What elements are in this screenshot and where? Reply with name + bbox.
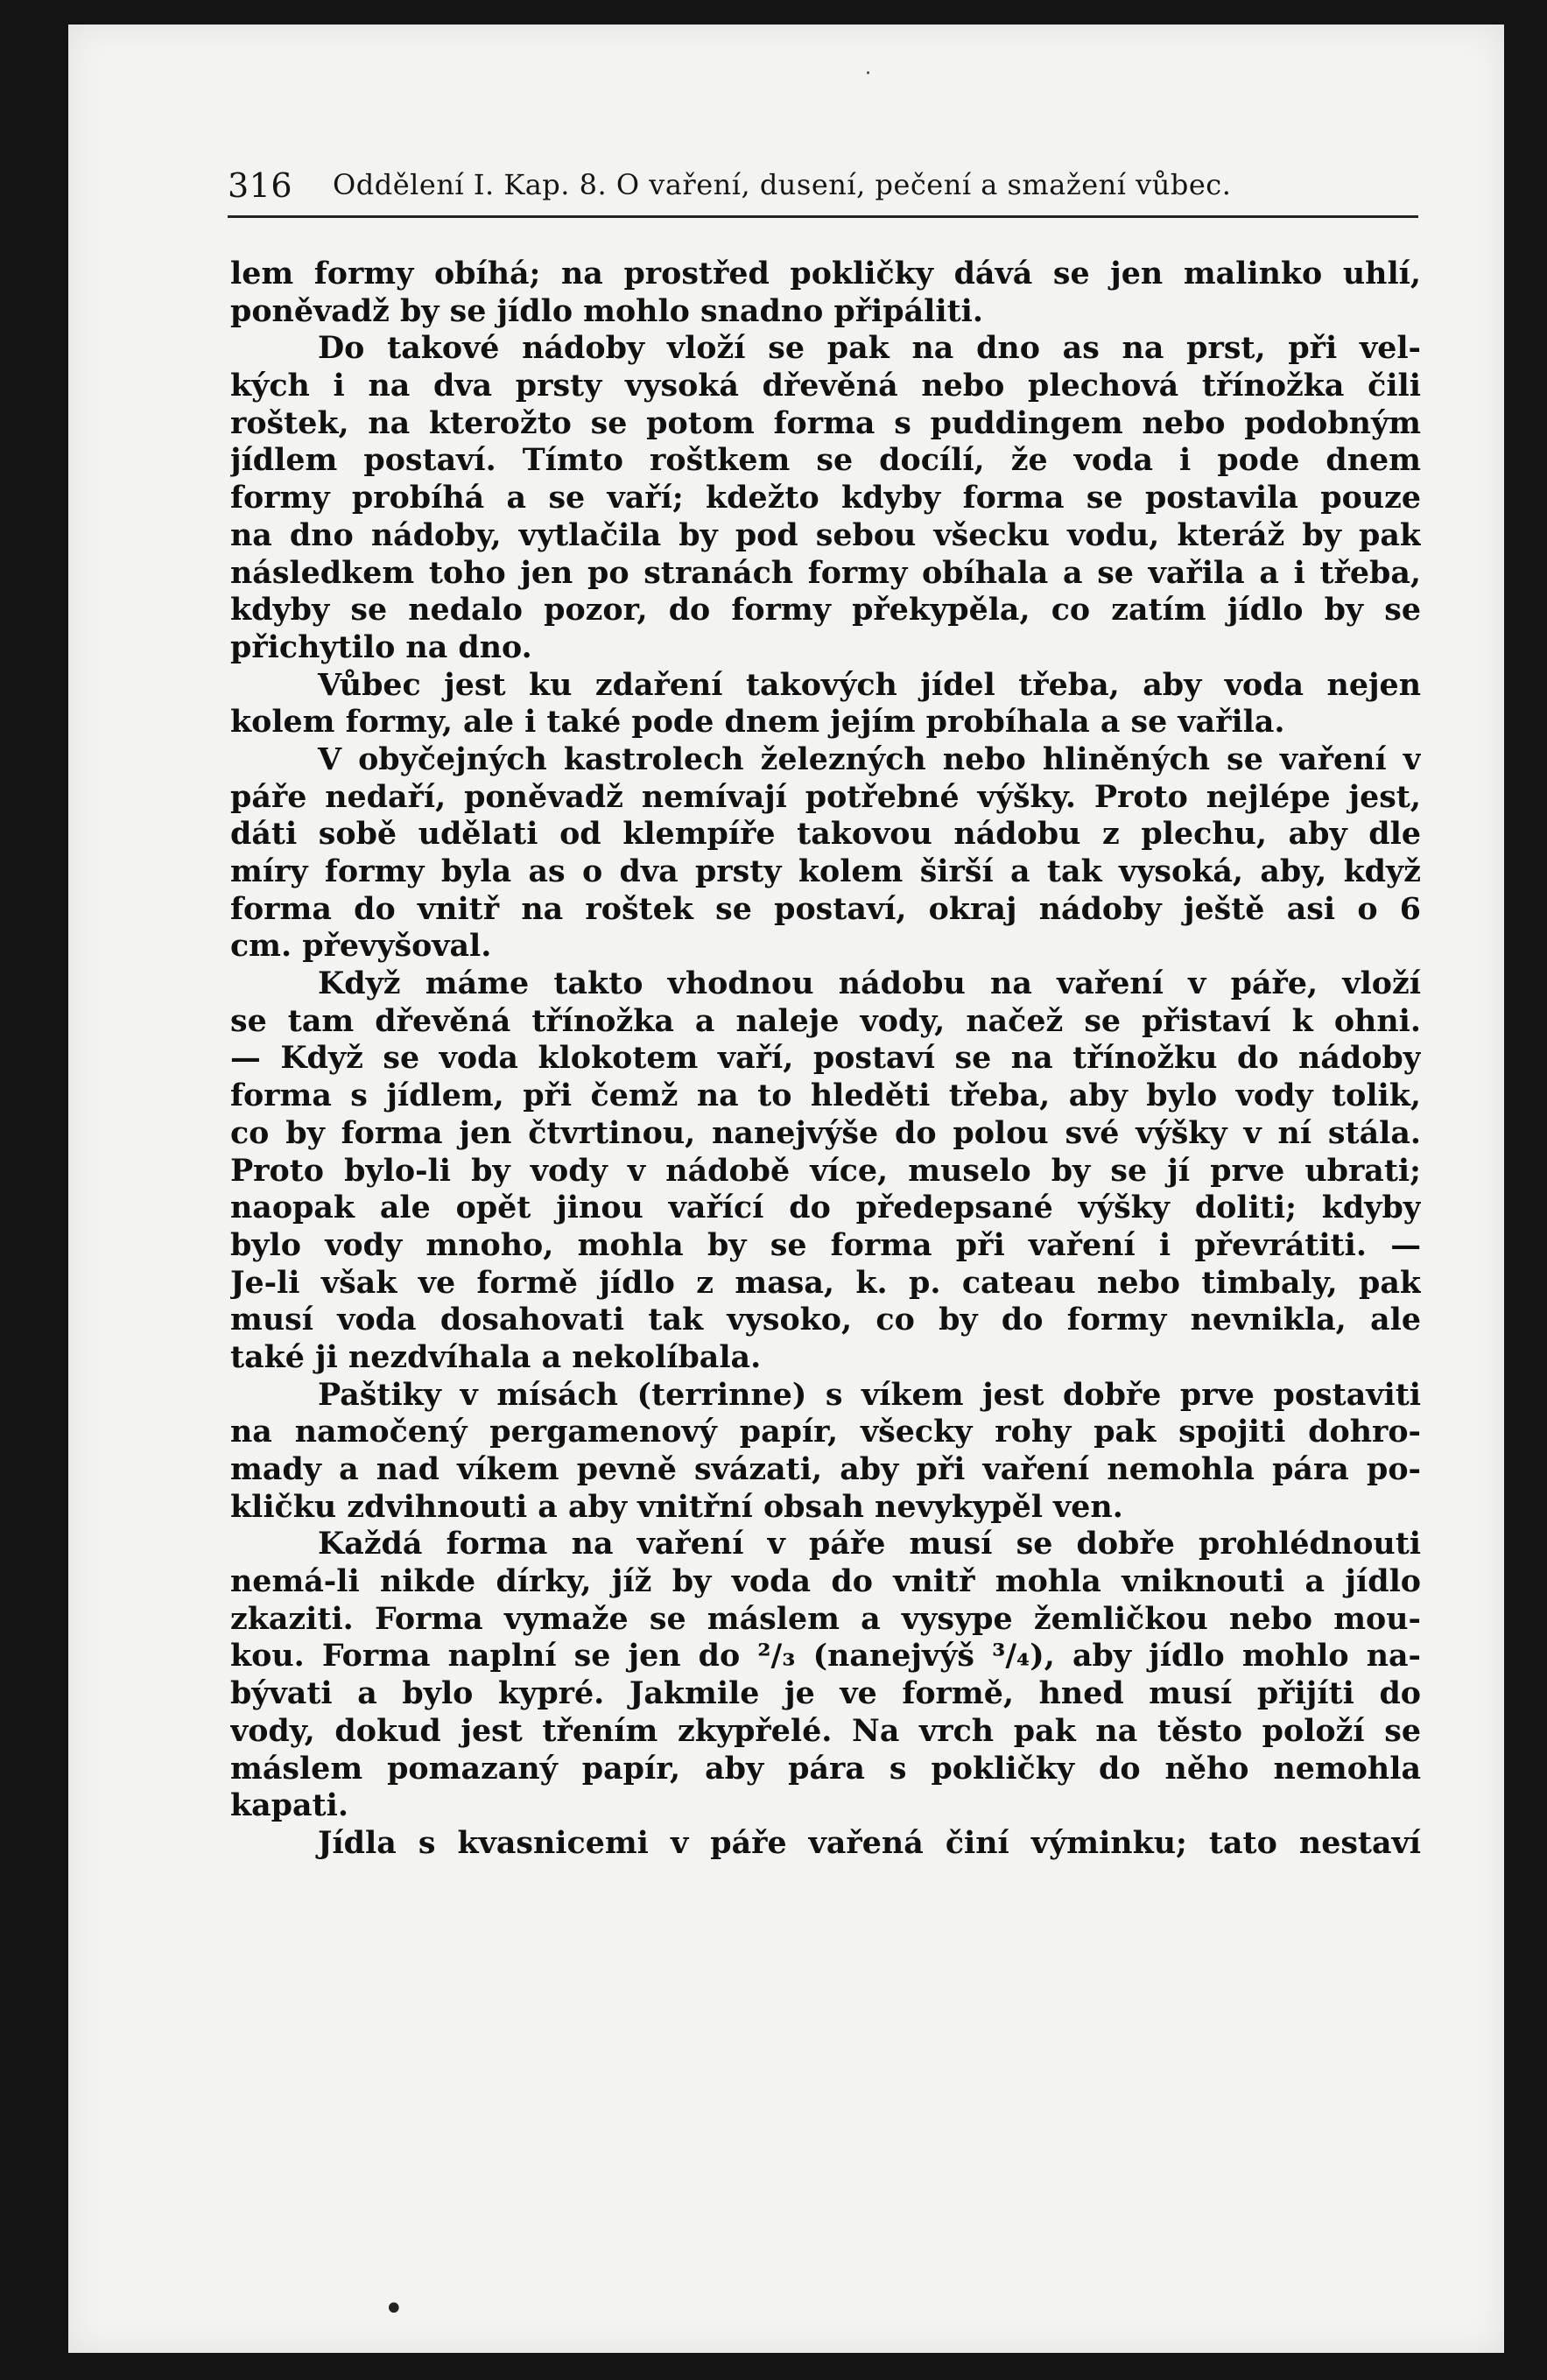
text-line: kličku zdvihnouti a aby vnitřní obsah nevykypěl ven. <box>230 1488 1123 1525</box>
text-line: cm. převyšoval. <box>230 928 492 965</box>
text-line: páře nedaří, poněvadž nemívají potřebné výšky. Proto nejlépe jest, <box>230 778 1421 815</box>
text-line: — Když se voda klokotem vaří, postaví se na třínožku do nádoby <box>230 1040 1421 1077</box>
text-line: Proto bylo-li by vody v nádobě více, muselo by se jí prve ubrati; <box>230 1152 1421 1189</box>
text-line: co by forma jen čtvrtinou, nanejvýše do polou své výšky v ní stála. <box>230 1114 1421 1151</box>
text-line: Když máme takto vhodnou nádobu na vaření v páře, vloží <box>318 965 1421 1002</box>
text-line: musí voda dosahovati tak vysoko, co by do formy nevnikla, ale <box>230 1302 1421 1338</box>
text-line: forma s jídlem, při čemž na to hleděti třeba, aby bylo vody tolik, <box>230 1078 1421 1114</box>
scan-speck: · <box>865 63 871 85</box>
text-line: máslem pomazaný papír, aby pára s pokličky do něho nemohla <box>230 1750 1421 1787</box>
text-line: forma do vnitř na roštek se postaví, okraj nádoby ještě asi o 6 <box>230 890 1421 927</box>
text-line: bylo vody mnoho, mohla by se forma při vaření i převrátiti. — <box>230 1226 1421 1263</box>
text-line: Každá forma na vaření v páře musí se dobře prohlédnouti <box>318 1526 1421 1562</box>
text-line: Vůbec jest ku zdaření takových jídel třeba, aby voda nejen <box>318 666 1421 703</box>
text-line: se tam dřevěná třínožka a naleje vody, načež se přistaví k ohni. <box>230 1002 1421 1039</box>
text-line: Paštiky v mísách (terrinne) s víkem jest dobře prve postaviti <box>318 1376 1421 1413</box>
page-header <box>228 166 1418 218</box>
text-line: kých i na dva prsty vysoká dřevěná nebo plechová třínožka čili <box>230 368 1421 404</box>
text-line: naopak ale opět jinou vařící do předepsané výšky doliti; kdyby <box>230 1190 1421 1226</box>
text-line: dáti sobě udělati od klempíře takovou nádobu z plechu, aby dle <box>230 816 1421 853</box>
text-line: jídlem postaví. Tímto roštkem se docílí, že voda i pode dnem <box>230 442 1421 479</box>
text-line: vody, dokud jest třením zkypřelé. Na vrch pak na těsto položí se <box>230 1712 1421 1749</box>
text-line: také ji nezdvíhala a nekolíbala. <box>230 1338 762 1375</box>
text-line: míry formy byla as o dva prsty kolem širší a tak vysoká, aby, když <box>230 853 1421 889</box>
text-line: kolem formy, ale i také pode dnem jejím probíhala a se vařila. <box>230 704 1285 741</box>
text-line: přichytilo na dno. <box>230 628 532 665</box>
body-text <box>230 256 1421 1863</box>
text-line: následkem toho jen po stranách formy obíhala a se vařila a i třeba, <box>230 554 1421 591</box>
text-line: Do takové nádoby vloží se pak na dno as na prst, při vel- <box>318 330 1421 367</box>
text-line: Je-li však ve formě jídlo z masa, k. p. cateau nebo timbaly, pak <box>230 1264 1421 1301</box>
text-line: kou. Forma naplní se jen do ²/₃ (nanejvýš ³/₄), aby jídlo mohlo na- <box>230 1638 1421 1674</box>
text-line: kdyby se nedalo pozor, do formy překypěla, co zatím jídlo by se <box>230 592 1421 628</box>
text-line: V obyčejných kastrolech železných nebo hliněných se vaření v <box>318 741 1421 777</box>
text-line: Jídla s kvasnicemi v páře vařená činí výminku; tato nestaví <box>318 1824 1421 1861</box>
text-line: poněvadž by se jídlo mohlo snadno připáliti. <box>230 292 983 329</box>
text-line: lem formy obíhá; na prostřed pokličky dává se jen malinko uhlí, <box>230 256 1421 291</box>
running-head: Oddělení I. Kap. 8. O vaření, dusení, pečení a smažení vůbec. <box>333 168 1232 201</box>
text-line: nemá-li nikde dírky, jíž by voda do vnitř mohla vniknouti a jídlo <box>230 1563 1421 1600</box>
scan-speck: • <box>383 2289 404 2329</box>
text-line: na dno nádoby, vytlačila by pod sebou všecku vodu, kteráž by pak <box>230 516 1421 553</box>
text-line: na namočený pergamenový papír, všecky rohy pak spojiti dohro- <box>230 1414 1421 1450</box>
text-line: roštek, na kterožto se potom forma s puddingem nebo podobným <box>230 404 1421 441</box>
text-line: zkaziti. Forma vymaže se máslem a vysype žemličkou nebo mou- <box>230 1600 1421 1637</box>
text-line: formy probíhá a se vaří; kdežto kdyby forma se postavila pouze <box>230 480 1421 516</box>
page-number: 316 <box>228 166 293 205</box>
text-line: bývati a bylo kypré. Jakmile je ve formě, hned musí přijíti do <box>230 1675 1421 1712</box>
text-line: kapati. <box>230 1787 348 1824</box>
text-line: mady a nad víkem pevně svázati, aby při vaření nemohla pára po- <box>230 1451 1421 1487</box>
